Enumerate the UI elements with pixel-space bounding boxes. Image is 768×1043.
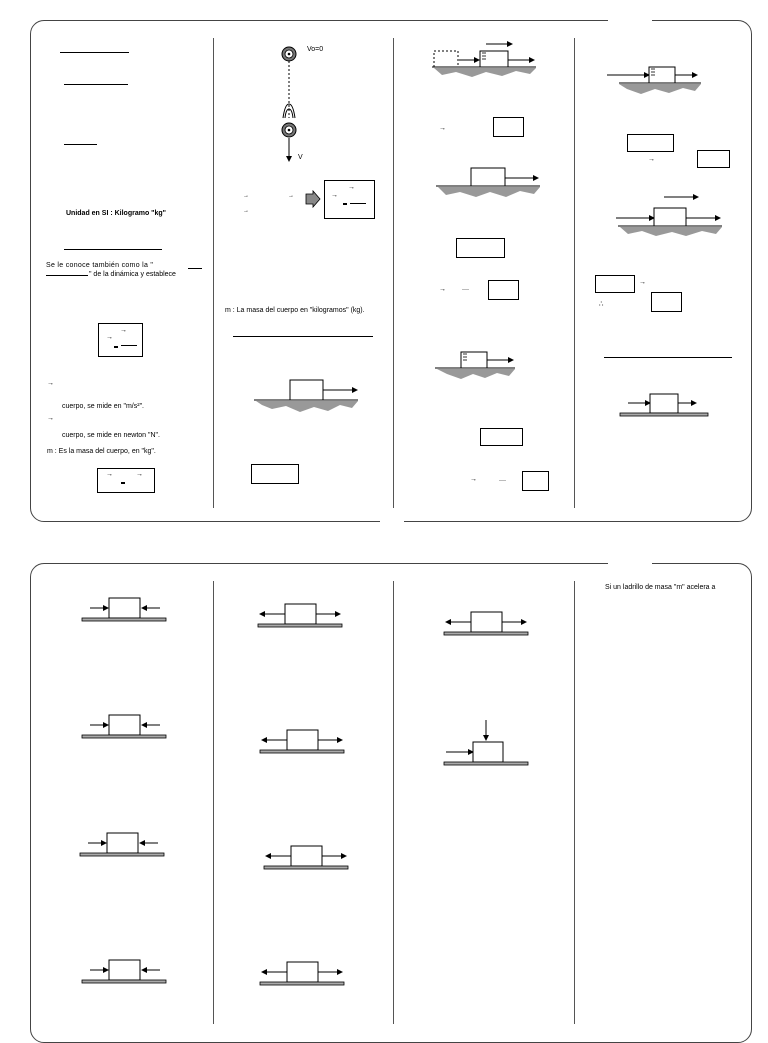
answer-box bbox=[480, 428, 523, 446]
vector-arrow-icon: → bbox=[106, 471, 113, 478]
fraction-bar bbox=[343, 203, 347, 205]
section-title-line bbox=[233, 336, 373, 337]
block-with-spring-diagram bbox=[433, 348, 523, 384]
falling-ball-diagram bbox=[270, 40, 320, 170]
block-two-forces-diagram bbox=[605, 63, 705, 97]
acceleration-description: cuerpo, se mide en "m/s²". bbox=[62, 403, 145, 410]
vector-arrow-icon: → bbox=[331, 192, 338, 199]
blank-line bbox=[64, 144, 97, 145]
vector-arrow-icon: → bbox=[648, 156, 655, 163]
law-description-line2: " de la dinámica y establece bbox=[89, 271, 176, 278]
velocity-label: V bbox=[298, 154, 303, 161]
column-divider bbox=[213, 581, 214, 1024]
answer-box bbox=[595, 275, 635, 293]
section-title-line bbox=[64, 249, 162, 250]
answer-box bbox=[651, 292, 682, 312]
answer-box bbox=[488, 280, 519, 300]
block-compressed-diagram bbox=[78, 831, 168, 859]
dash-icon: — bbox=[462, 286, 469, 293]
vector-arrow-icon: → bbox=[470, 476, 477, 483]
block-stretched-diagram bbox=[256, 602, 346, 630]
fraction-bar bbox=[350, 203, 366, 204]
vector-arrow-icon: → bbox=[288, 193, 294, 199]
fraction-bar bbox=[114, 346, 118, 348]
block-on-rough-floor-diagram bbox=[252, 378, 362, 418]
force-description: cuerpo, se mide en newton "N". bbox=[62, 432, 160, 439]
vector-arrow-icon: → bbox=[47, 415, 54, 422]
panel-top-footer-gap bbox=[380, 517, 404, 527]
column-divider bbox=[393, 581, 394, 1024]
law-description-line1: Se le conoce también como la " bbox=[46, 262, 154, 269]
vector-arrow-icon: → bbox=[243, 193, 249, 199]
initial-velocity-label: Vo=0 bbox=[307, 46, 324, 53]
answer-box bbox=[456, 238, 505, 258]
vector-arrow-icon: → bbox=[639, 279, 646, 286]
block-compressed-diagram bbox=[80, 958, 170, 986]
block-compressed-diagram bbox=[80, 713, 170, 741]
mass-definition: m : La masa del cuerpo en "kilogramos" (kg). bbox=[225, 307, 365, 314]
dash-icon: — bbox=[499, 477, 506, 484]
column-divider bbox=[393, 38, 394, 508]
section-title-line bbox=[604, 357, 732, 358]
answer-box bbox=[522, 471, 549, 491]
blank-line bbox=[46, 275, 88, 276]
fraction-bar bbox=[121, 482, 125, 484]
answer-box bbox=[697, 150, 730, 168]
block-stretched-diagram bbox=[442, 610, 532, 638]
therefore-icon: ∴ bbox=[599, 301, 604, 308]
vector-arrow-icon: → bbox=[47, 380, 54, 387]
panel-top-header-gap bbox=[608, 14, 652, 24]
implies-arrow-icon bbox=[305, 191, 323, 209]
block-on-rough-floor-diagram bbox=[434, 166, 544, 202]
block-on-rough-floor-diagram bbox=[614, 192, 726, 236]
block-on-floor-diagram bbox=[618, 392, 710, 420]
vector-arrow-icon: → bbox=[439, 125, 446, 132]
block-displacement-diagram bbox=[430, 38, 540, 78]
column-divider bbox=[574, 38, 575, 508]
blank-line bbox=[60, 52, 129, 53]
column-divider bbox=[574, 581, 575, 1024]
mass-description: m : Es la masa del cuerpo, en "kg". bbox=[47, 448, 156, 455]
column-divider bbox=[213, 38, 214, 508]
problem-statement: Si un ladrillo de masa "m" acelera a bbox=[605, 584, 716, 591]
vector-arrow-icon: → bbox=[106, 334, 113, 341]
block-stretched-diagram bbox=[262, 844, 352, 872]
panel-bottom-header-gap bbox=[608, 557, 652, 567]
vector-arrow-icon: → bbox=[439, 286, 446, 293]
fraction-bar bbox=[121, 345, 137, 346]
blank-line bbox=[188, 268, 202, 269]
unit-label: Unidad en SI : Kilogramo "kg" bbox=[66, 210, 166, 217]
block-stretched-diagram bbox=[258, 728, 348, 756]
blank-line bbox=[64, 84, 128, 85]
block-compressed-diagram bbox=[80, 596, 170, 624]
answer-box bbox=[493, 117, 524, 137]
vector-arrow-icon: → bbox=[243, 208, 249, 214]
answer-box bbox=[627, 134, 674, 152]
block-stretched-diagram bbox=[258, 960, 348, 988]
vector-arrow-icon: → bbox=[348, 184, 355, 191]
vector-arrow-icon: → bbox=[120, 327, 127, 334]
block-pushed-down-diagram bbox=[442, 718, 532, 768]
answer-box bbox=[251, 464, 299, 484]
vector-arrow-icon: → bbox=[136, 471, 143, 478]
